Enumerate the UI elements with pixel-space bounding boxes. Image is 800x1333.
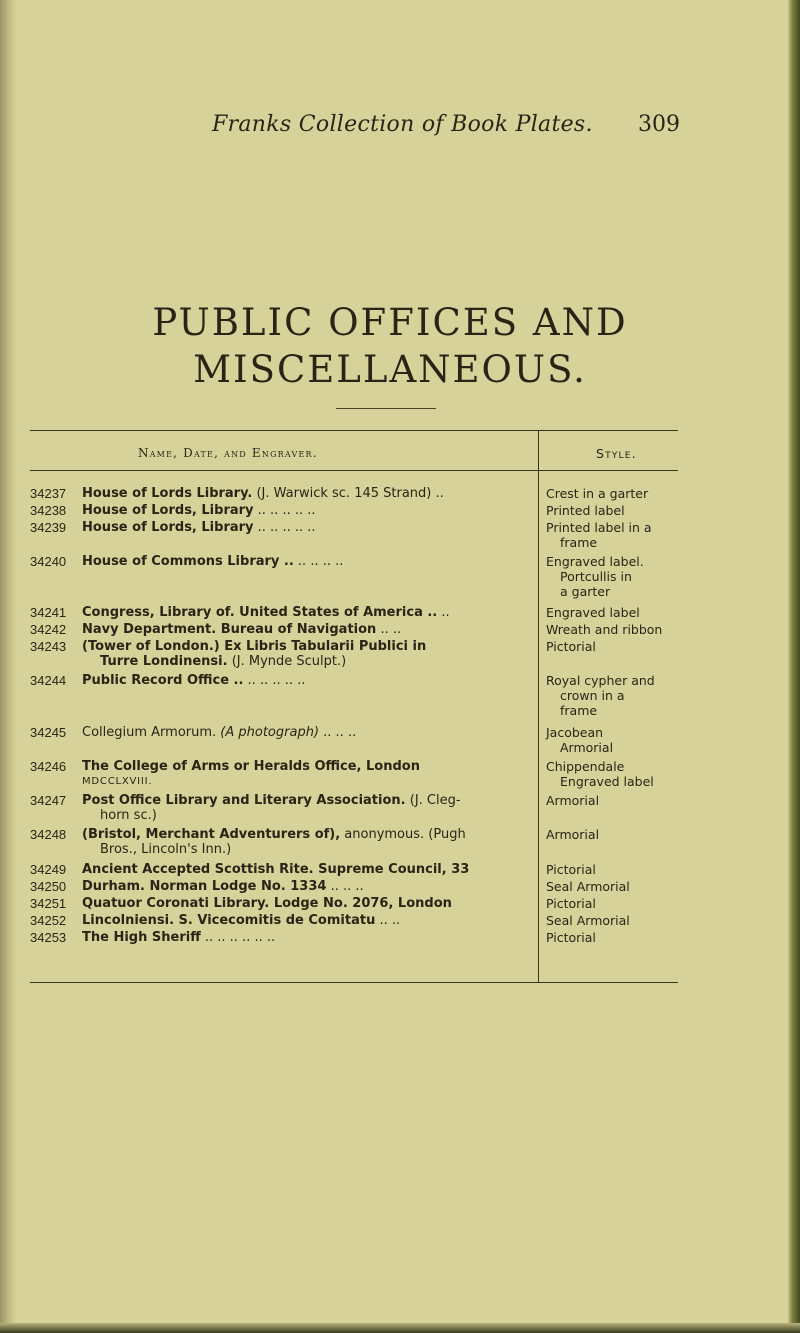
entry-number: 34245	[30, 725, 67, 740]
entry-number: 34249	[30, 862, 67, 877]
entry-description: Quatuor Coronati Library. Lodge No. 2076, London	[82, 896, 452, 911]
column-divider	[538, 430, 539, 983]
entry-style: Engraved label	[546, 605, 640, 620]
entry-description: The High Sheriff .. .. .. .. .. ..	[82, 930, 276, 945]
entry-number: 34250	[30, 879, 67, 894]
entry-number: 34252	[30, 913, 67, 928]
section-title-line-1: PUBLIC OFFICES AND	[152, 301, 628, 344]
table-header-rule	[30, 470, 678, 471]
entry-style: Pictorial	[546, 930, 596, 945]
entry-number: 34251	[30, 896, 67, 911]
entry-description: The College of Arms or Heralds Office, London MDCCLXVIII.	[82, 759, 420, 787]
entry-description: (Bristol, Merchant Adventurers of), anonymous. (Pugh Bros., Lincoln's Inn.)	[82, 827, 466, 857]
entry-number: 34246	[30, 759, 67, 774]
entry-number: 34243	[30, 639, 67, 654]
entry-style: Royal cypher and crown in a frame	[546, 673, 655, 718]
entry-number: 34248	[30, 827, 67, 842]
entry-description: House of Lords, Library .. .. .. .. ..	[82, 520, 316, 535]
title-divider	[336, 408, 436, 409]
entry-number: 34244	[30, 673, 67, 688]
table-top-rule	[30, 430, 678, 431]
entry-number: 34237	[30, 486, 67, 501]
page-bottom-edge	[0, 1323, 800, 1333]
running-head	[150, 112, 680, 142]
column-header-style: Style.	[596, 446, 637, 461]
bookplate-table	[30, 430, 678, 983]
entry-style: Seal Armorial	[546, 913, 630, 928]
entry-description: House of Lords, Library .. .. .. .. ..	[82, 503, 316, 518]
entry-number: 34247	[30, 793, 67, 808]
book-spine-shadow	[0, 0, 16, 1333]
column-header-name: Name, Date, and Engraver.	[138, 446, 318, 460]
entry-description: Navy Department. Bureau of Navigation .. ..	[82, 622, 402, 637]
entry-description: Lincolniensi. S. Vicecomitis de Comitatu .. ..	[82, 913, 401, 928]
entry-description: Public Record Office .. .. .. .. .. ..	[82, 673, 306, 688]
entry-style: Pictorial	[546, 862, 596, 877]
entry-style: Armorial	[546, 793, 600, 808]
entry-number: 34238	[30, 503, 67, 518]
entry-number: 34239	[30, 520, 67, 535]
table-bottom-rule	[30, 982, 678, 983]
entry-style: Wreath and ribbon	[546, 622, 663, 637]
entry-style: Jacobean Armorial	[546, 725, 614, 755]
entry-style: Printed label in a frame	[546, 520, 652, 550]
page-edge	[788, 0, 800, 1333]
entry-number: 34253	[30, 930, 67, 945]
entry-number: 34242	[30, 622, 67, 637]
entry-style: Crest in a garter	[546, 486, 649, 501]
page-number: 309	[638, 112, 680, 137]
entry-description: House of Lords Library. (J. Warwick sc. 145 Strand) ..	[82, 486, 444, 501]
entry-style: Pictorial	[546, 896, 596, 911]
entry-description: Durham. Norman Lodge No. 1334 .. .. ..	[82, 879, 364, 894]
entry-description: Collegium Armorum. (A photograph) .. .. ..	[82, 725, 357, 740]
entry-description: House of Commons Library .. .. .. .. ..	[82, 554, 344, 569]
entry-number: 34240	[30, 554, 67, 569]
entry-style: Armorial	[546, 827, 600, 842]
entry-style: Engraved label. Portcullis in a garter	[546, 554, 644, 599]
entry-description: Ancient Accepted Scottish Rite. Supreme Council, 33	[82, 862, 470, 877]
entry-description: (Tower of London.) Ex Libris Tabularii Publici in Turre Londinensi. (J. Mynde Sculpt.)	[82, 639, 427, 669]
entry-style: Seal Armorial	[546, 879, 630, 894]
entry-description: Post Office Library and Literary Association. (J. Cleg- horn sc.)	[82, 793, 461, 823]
entry-style: Chippendale Engraved label	[546, 759, 654, 789]
entry-style: Pictorial	[546, 639, 596, 654]
entry-number: 34241	[30, 605, 67, 620]
entry-style: Printed label	[546, 503, 625, 518]
section-title-line-2: MISCELLANEOUS.	[193, 348, 587, 391]
running-title: Franks Collection of Book Plates.	[212, 112, 593, 137]
entry-description: Congress, Library of. United States of America .. ..	[82, 605, 450, 620]
